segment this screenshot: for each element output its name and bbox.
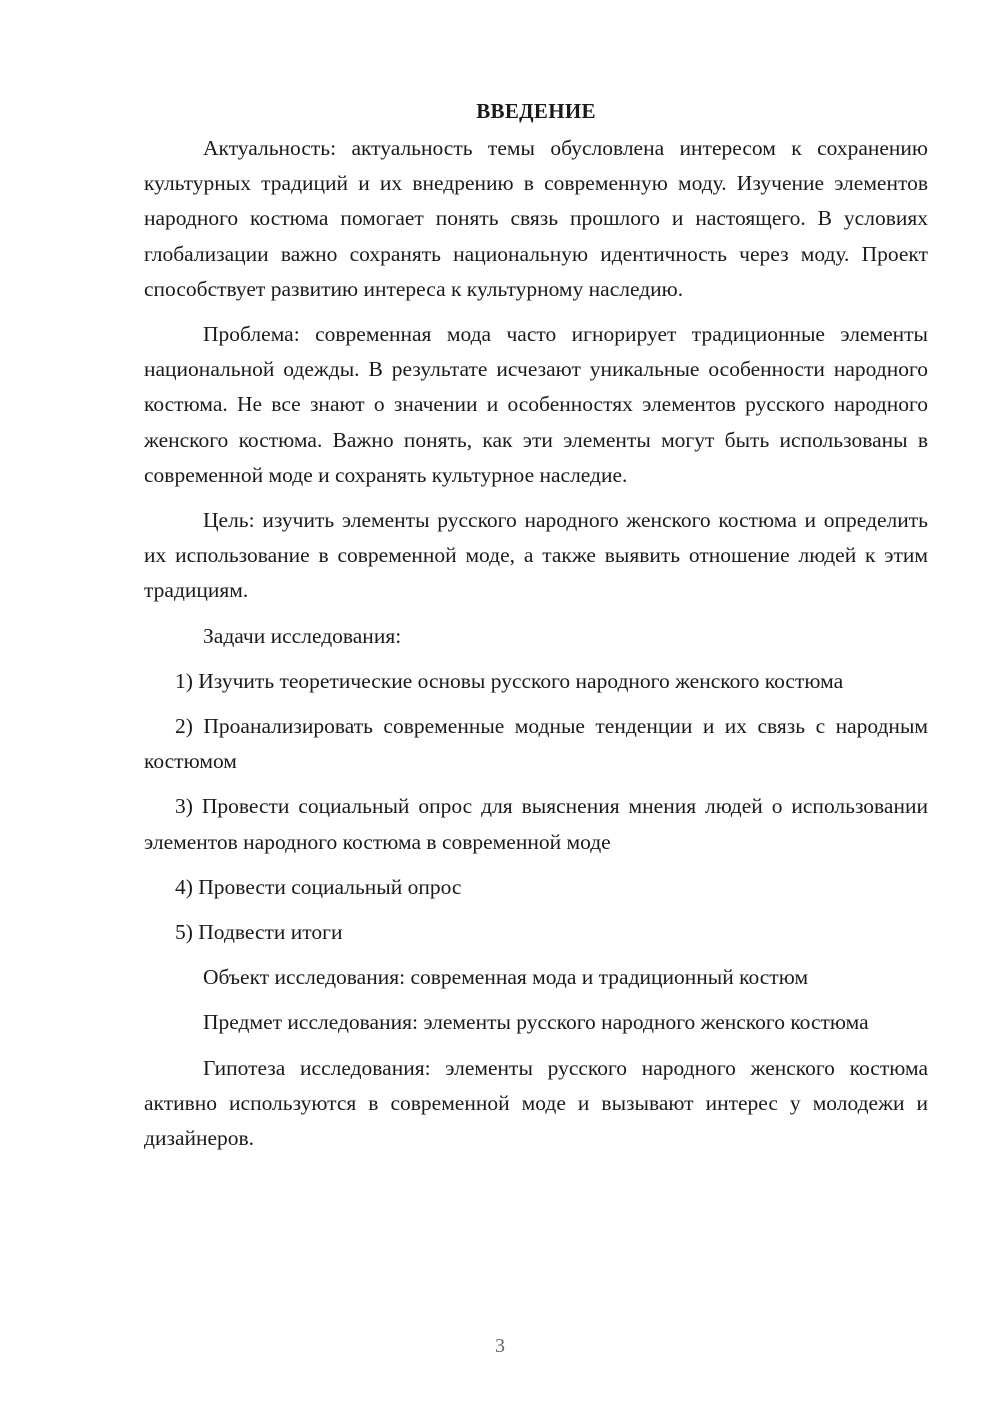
- paragraph-object: Объект исследования: современная мода и традиционный костюм: [203, 965, 809, 990]
- paragraph-goal: Цель: изучить элементы русского народного женского костюма и определить их использование в современной моде, а также выявить отношение людей к этим традициям.: [144, 508, 928, 603]
- task-item: 4) Провести социальный опрос: [175, 874, 462, 899]
- task-item: 3) Провести социальный опрос для выяснения мнения людей о использовании элементов народного костюма в современной моде: [144, 794, 928, 854]
- paragraph-hypothesis: Гипотеза исследования: элементы русского народного женского костюма активно используются в современной моде и вызывают интерес у молодежи и дизайнеров.: [144, 1055, 928, 1151]
- paragraph-tasks-heading: Задачи исследования:: [203, 623, 402, 648]
- paragraph-problem: Проблема: современная мода часто игнорирует традиционные элементы национальной одежды. В результате исчезают уникальные особенности народного костюма. Не все знают о значении и особенностях элементов русского народного женского костюма. Важно понять, как эти элементы могут быть использованы в современной моде и сохранять культурное наследие.: [144, 322, 928, 487]
- page-number: 3: [495, 1335, 505, 1357]
- paragraph-relevance: Актуальность: актуальность темы обусловлена интересом к сохранению культурных традиций и их внедрению в современную моду. Изучение элементов народного костюма помогает понять связь прошлого и настоящего. В условиях глобализации важно сохранять национальную идентичность через моду. Проект способствует развитию интереса к культурному наследию.: [144, 136, 928, 301]
- section-title: ВВЕДЕНИЕ: [476, 99, 596, 123]
- task-item: 1) Изучить теоретические основы русского народного женского костюма: [175, 668, 844, 693]
- paragraph-subject: Предмет исследования: элементы русского народного женского костюма: [203, 1010, 869, 1035]
- task-item: 2) Проанализировать современные модные тенденции и их связь с народным костюмом: [144, 714, 928, 774]
- task-item: 5) Подвести итоги: [175, 920, 343, 945]
- page-content: [144, 95, 928, 1166]
